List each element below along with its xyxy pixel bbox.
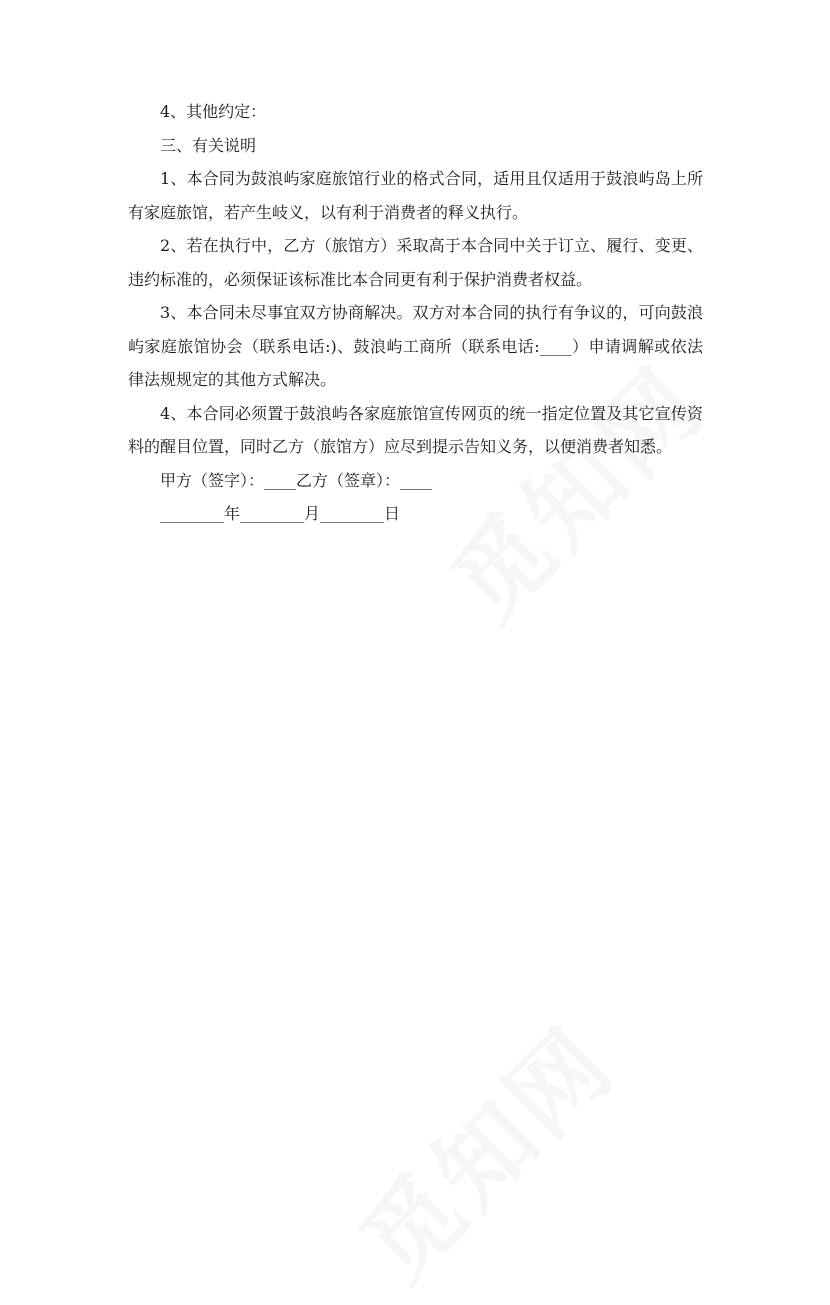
note-paragraph-2: 2、若在执行中，乙方（旅馆方）采取高于本合同中关于订立、履行、变更、违约标准的，必须保证该标准比本合同更有利于保护消费者权益。 <box>128 236 703 289</box>
watermark <box>326 992 639 1305</box>
note-paragraph-3: 3、本合同未尽事宜双方协商解决。双方对本合同的执行有争议的，可向鼓浪屿家庭旅馆协会（联系电话:)、鼓浪屿工商所（联系电话:____）申请调解或依法律法规规定的其他方式解决。 <box>128 303 703 389</box>
note-paragraph-1: 1、本合同为鼓浪屿家庭旅馆行业的格式合同，适用且仅适用于鼓浪屿岛上所有家庭旅馆，若产生岐义，以有利于消费者的释义执行。 <box>128 169 703 222</box>
note-paragraph-4: 4、本合同必须置于鼓浪屿各家庭旅馆宣传网页的统一指定位置及其它宣传资料的醒目位置，同时乙方（旅馆方）应尽到提示告知义务，以便消费者知悉。 <box>128 403 703 456</box>
other-agreement-heading: 4、其他约定： <box>160 102 267 121</box>
signature-line: 甲方（签字）：____乙方（签章）：____ <box>160 470 433 490</box>
date-line: ________年________月________日 <box>160 504 401 523</box>
document-body <box>128 95 703 531</box>
notes-section-heading: 三、有关说明 <box>160 135 257 155</box>
